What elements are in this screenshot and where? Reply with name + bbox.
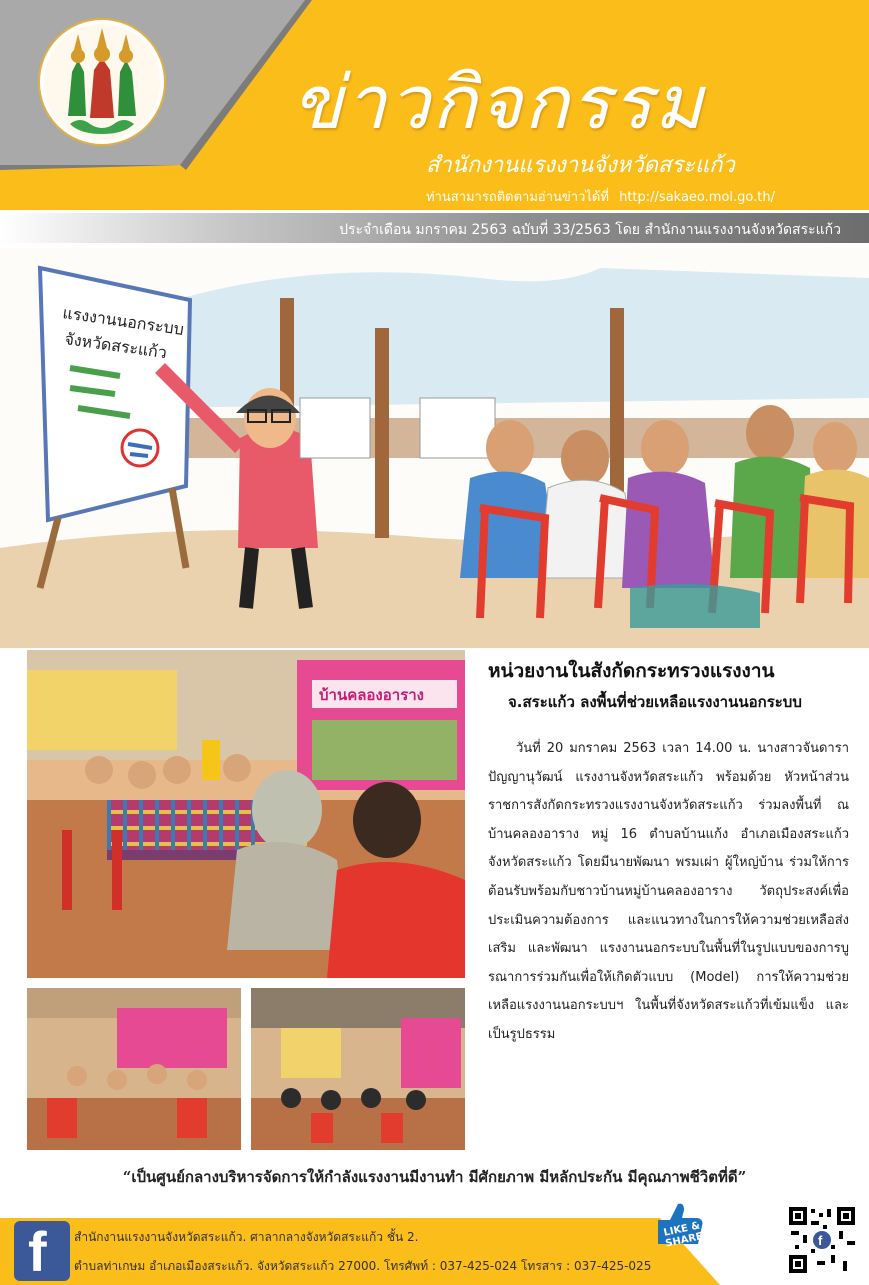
like-share-icon[interactable]: LIKE & SHARE <box>652 1198 708 1248</box>
article-body: วันที่ 20 มกราคม 2563 เวลา 14.00 น. นางสาวจันดารา ปัญญานุวัฒน์ แรงงานจังหวัดสระแก้ว พร้อมด้วย หัวหน้าส่วนราชการสังกัดกระทรวงแรงงานจังหวัดสระแก้ว ร่วมลงพื้นที่ ณ บ้านคลองอาราง หมู่ 16 ตำบลบ้านแก้ง อำเภอเมืองสระแก้ว จังหวัดสระแก้ว โดยมีนายพัฒนา พรมเผ่า ผู้ใหญ่บ้าน ร่วมให้การต้อนรับพร้อมกับชาวบ้านหมู่บ้านคลองอาราง วัตถุประสงค์เพื่อประเมินความต้องการ และแนวทางในการให้ความช่วยเหลือส่งเสริม และพัฒนา แรงงานนอกระบบในพื้นที่ในรูปแบบของการบูรณาการร่วมกันเพื่อให้เกิดตัวแบบ (Model) การให้ความช่วยเหลือแรงงานนอกระบบฯ ในพื้นที่จังหวัดสระแก้วที่เข้มแข็ง และเป็นรูปธรรม <box>488 741 849 1042</box>
cover-illustration <box>0 248 869 648</box>
follow-line <box>426 186 775 207</box>
office-name: สำนักงานแรงงานจังหวัดสระแก้ว <box>426 153 735 178</box>
header-banner <box>0 0 869 210</box>
issue-info: ประจำเดือน มกราคม 2563 ฉบับที่ 33/2563 โดย สำนักงานแรงงานจังหวัดสระแก้ว <box>339 222 841 238</box>
website-link[interactable]: http://sakaeo.mol.go.th/ <box>619 190 775 205</box>
newsletter-title: ข่าวกิจกรรม <box>292 60 705 146</box>
article-subheadline: จ.สระแก้ว ลงพื้นที่ช่วยเหลือแรงงานนอกระบบ <box>508 693 802 711</box>
address-line-2: ตำบลท่าเกษม อำเภอเมืองสระแก้ว. จังหวัดสระแก้ว 27000. โทรศัพท์ : 037-425-024 โทรสาร : 037-425-025 <box>74 1259 652 1273</box>
qr-code-icon <box>787 1205 857 1275</box>
issue-bar <box>0 213 869 243</box>
meeting-photo-2 <box>251 988 465 1150</box>
address-line-1: สำนักงานแรงงานจังหวัดสระแก้ว. ศาลากลางจังหวัดสระแก้ว ชั้น 2. <box>74 1230 419 1244</box>
facebook-icon[interactable]: f <box>14 1221 70 1281</box>
ministry-seal-logo <box>38 18 166 146</box>
follow-label: ท่านสามารถติดตามอ่านข่าวได้ที่ <box>426 190 609 205</box>
svg-text:f: f <box>818 1233 823 1248</box>
meeting-photo-1 <box>27 988 241 1150</box>
board-text-line2: จังหวัดสระแก้ว <box>63 329 169 363</box>
article-headline: หน่วยงานในสังกัดกระทรวงแรงงาน <box>488 660 775 682</box>
banner-text: บ้านคลองอาราง <box>319 686 424 704</box>
main-photo <box>27 650 465 978</box>
board-text-line1: แรงงานนอกระบบ <box>61 303 186 339</box>
vision-motto: “เป็นศูนย์กลางบริหารจัดการให้กำลังแรงงานมีงานทำ มีศักยภาพ มีหลักประกัน มีคุณภาพชีวิตที่ดี” <box>122 1168 747 1186</box>
